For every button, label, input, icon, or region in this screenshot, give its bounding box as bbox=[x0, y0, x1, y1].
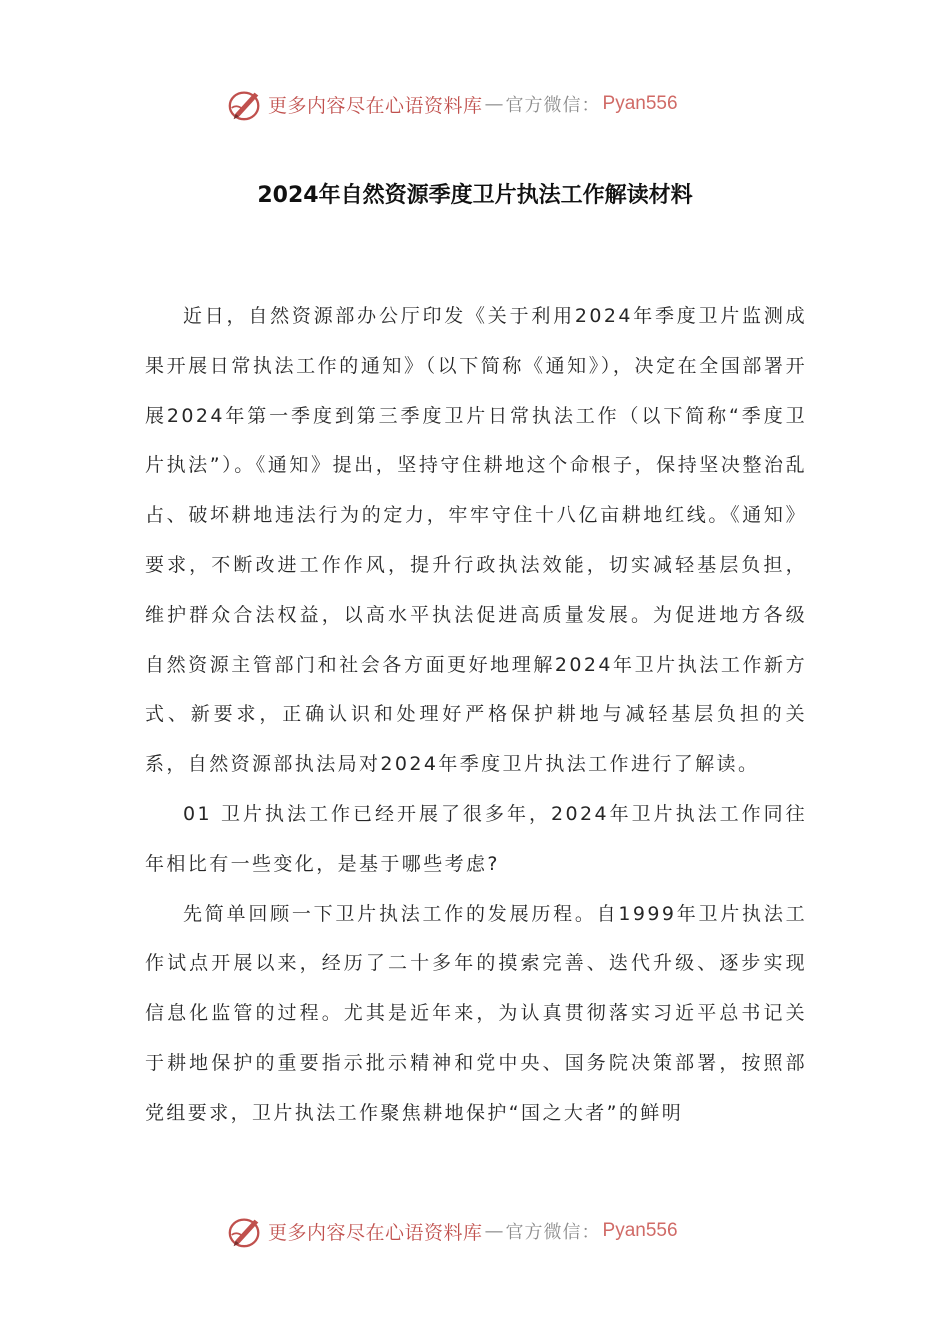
document-body bbox=[145, 292, 807, 1139]
watermark-wechat-id: Pyan556 bbox=[602, 1220, 678, 1241]
watermark-wechat-id: Pyan556 bbox=[602, 93, 678, 114]
pen-logo-icon bbox=[226, 85, 264, 123]
watermark-wechat-label: 官方微信： bbox=[505, 1222, 601, 1243]
watermark-wechat-label: 官方微信： bbox=[505, 95, 601, 116]
footer-watermark bbox=[226, 1211, 678, 1251]
pen-logo-icon bbox=[226, 1212, 264, 1250]
document-title: 2024年自然资源季度卫片执法工作解读材料 bbox=[257, 183, 693, 208]
paragraph-question-01: 01 卫片执法工作已经开展了很多年，2024年卫片执法工作同往年相比有一些变化，是基于哪些考虑? bbox=[145, 802, 807, 875]
watermark-slogan: 更多内容尽在心语资料库 bbox=[268, 1221, 483, 1244]
watermark-dash: — bbox=[484, 93, 504, 115]
paragraph-intro: 近日，自然资源部办公厅印发《关于利用2024年季度卫片监测成果开展日常执法工作的通知》（以下简称《通知》），决定在全国部署开展2024年第一季度到第三季度卫片日常执法工作（以下简称“季度卫片执法”）。《通知》提出，坚持守住耕地这个命根子，保持坚决整治乱占、破坏耕地违法行为的定力，牢牢守住十八亿亩耕地红线。《通知》要求，不断改进工作作风，提升行政执法效能，切实减轻基层负担，维护群众合法权益，以高水平执法促进高质量发展。为促进地方各级自然资源主管部门和社会各方面更好地理解2024年卫片执法工作新方式、新要求，正确认识和处理好严格保护耕地与减轻基层负担的关系，自然资源部执法局对2024年季度卫片执法工作进行了解读。 bbox=[145, 305, 807, 776]
paragraph-history: 先简单回顾一下卫片执法工作的发展历程。自1999年卫片执法工作试点开展以来，经历了二十多年的摸索完善、迭代升级、逐步实现信息化监管的过程。尤其是近年来，为认真贯彻落实习近平总书记关于耕地保护的重要指示批示精神和党中央、国务院决策部署，按照部党组要求，卫片执法工作聚焦耕地保护“国之大者”的鲜明 bbox=[145, 902, 807, 1124]
watermark-slogan: 更多内容尽在心语资料库 bbox=[268, 94, 483, 117]
watermark-dash: — bbox=[484, 1220, 504, 1242]
header-watermark bbox=[226, 84, 678, 124]
